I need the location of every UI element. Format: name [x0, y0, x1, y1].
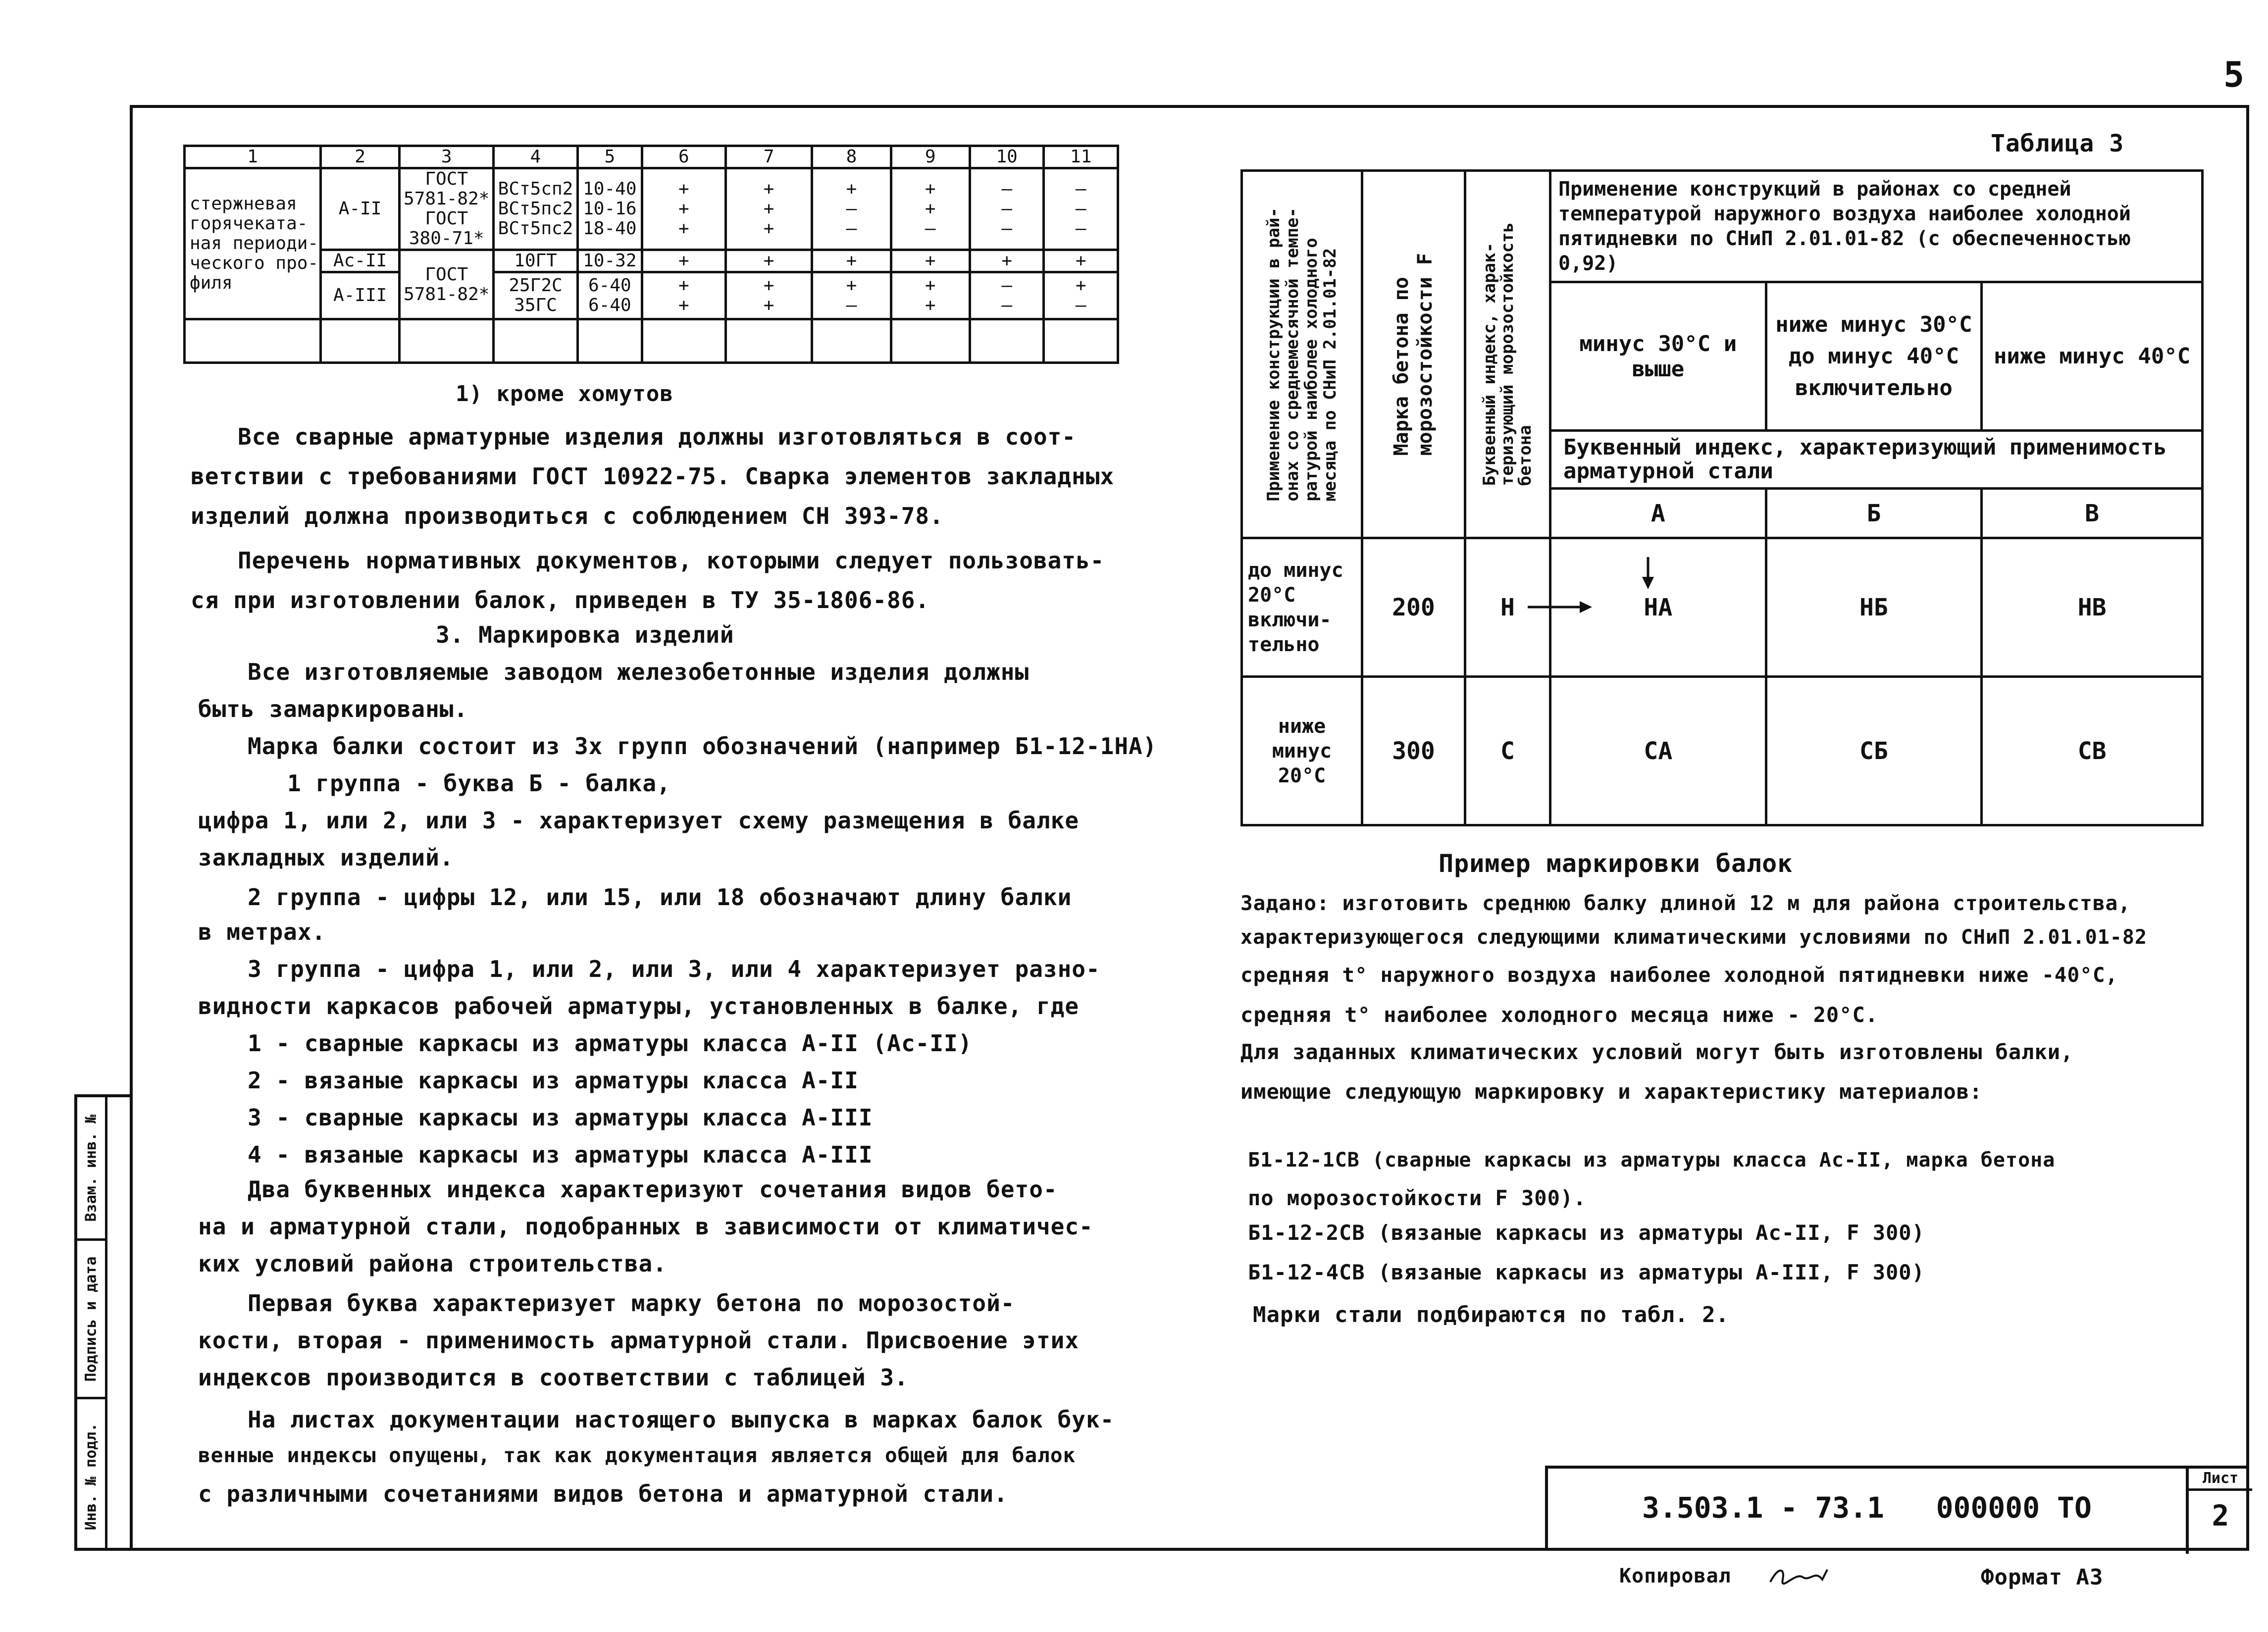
c11-a2: — — —	[1044, 168, 1118, 250]
th-7: 7	[725, 146, 812, 168]
th-1: 1	[185, 146, 321, 168]
th-6: 6	[642, 146, 725, 168]
th-2: 2	[320, 146, 400, 168]
c7-a3: + +	[725, 272, 812, 319]
c6-a3: + +	[642, 272, 725, 319]
left-line-21: на и арматурной стали, подобранных в зависимости от климатичес-	[198, 1213, 1093, 1240]
footer-format: Формат А3	[1981, 1565, 2104, 1590]
left-line-15: видности каркасов рабочей арматуры, установленных в балке, где	[198, 993, 1080, 1020]
gost-ac2: ГОСТ 5781-82*	[400, 250, 494, 319]
left-line-12: 2 группа - цифры 12, или 15, или 18 обозначают длину балки	[248, 884, 1072, 911]
left-line-17: 2 - вязаные каркасы из арматуры класса А-II	[248, 1067, 859, 1094]
example-4: Марки стали подбираются по табл. 2.	[1253, 1302, 1730, 1327]
left-line-22: ких условий района строительства.	[198, 1250, 667, 1277]
t3-letter-b: Б	[1766, 489, 1982, 538]
steel-ac2: 10ГТ	[494, 250, 578, 272]
sidebar-cell-podpis-data: Подпись и дата	[77, 1241, 105, 1399]
example-3: Б1-12-4СВ (вязаные каркасы из арматуры А-III, F 300)	[1248, 1260, 1925, 1284]
example-1: по морозостойкости F 300).	[1248, 1186, 1587, 1210]
steel-a2: ВСт5сп2 ВСт5пс2 ВСт5пс2	[494, 168, 578, 250]
t3-val-nb: НБ	[1766, 538, 1982, 677]
c11-ac2: +	[1044, 250, 1118, 272]
t3-mark-300: 300	[1362, 677, 1465, 825]
th-10: 10	[970, 146, 1044, 168]
page-number: 5	[2223, 54, 2245, 95]
left-line-19: 4 - вязаные каркасы из арматуры класса А-III	[248, 1141, 873, 1168]
sheet-label: Лист	[2189, 1469, 2252, 1491]
dia-a2: 10-40 10-16 18-40	[577, 168, 642, 250]
sheet-number: 2	[2212, 1499, 2229, 1532]
t3-col2-header: Марка бетона по морозостойкости F	[1362, 171, 1465, 538]
t3-span-header: Применение конструкций в районах со средней температурой наружного воздуха наиболее холодной пятидневки по СНиП 2.01.01-82 (с обеспеченностью 0,92)	[1550, 171, 2203, 282]
t3-cond-1: до минус 20°С включи-тельно	[1242, 538, 1362, 677]
t3-cond-2: ниже минус 20°С	[1242, 677, 1362, 825]
t3-col3-header: Буквенный индекс, харак- теризующий морозостойкость бетона	[1465, 171, 1550, 538]
right-line-5: имеющие следующую маркировку и характеристику материалов:	[1240, 1079, 1983, 1104]
left-line-2: изделий должна производиться с соблюдением СН 393-78.	[191, 503, 944, 529]
th-11: 11	[1044, 146, 1118, 168]
left-line-16: 1 - сварные каркасы из арматуры класса А-II (Ас-II)	[248, 1030, 973, 1057]
example-0: Б1-12-1СВ (сварные каркасы из арматуры класса Ас-II, марка бетона	[1248, 1149, 2056, 1172]
right-line-0: Задано: изготовить среднюю балку длиной 12 м для района строительства,	[1240, 891, 2131, 915]
t3-val-nv: НВ	[1982, 538, 2203, 677]
th-5: 5	[577, 146, 642, 168]
left-line-4: ся при изготовлении балок, приведен в ТУ 35-1806-86.	[191, 587, 930, 613]
th-9: 9	[891, 146, 970, 168]
dia-ac2: 10-32	[577, 250, 642, 272]
sidebar-cell-inv-podl: Инв. № подл.	[82, 1423, 100, 1530]
steel-type-cell: стержневая горячеката- ная периоди- ческого про- филя	[185, 168, 321, 319]
t3-val-na: НА	[1550, 538, 1766, 677]
arrow-h-head	[1580, 601, 1592, 613]
left-line-0: Все сварные арматурные изделия должны изготовляться в соот-	[238, 423, 1076, 450]
right-line-1: характеризующегося следующими климатическими условиями по СНиП 2.01.01-82	[1240, 926, 2147, 949]
th-4: 4	[494, 146, 578, 168]
example-heading: Пример маркировки балок	[1439, 849, 1793, 878]
right-line-2: средняя t° наружного воздуха наиболее холодной пятидневки ниже -40°С,	[1240, 963, 2118, 987]
t3-letter-header: Буквенный индекс, характеризующий применимость арматурной стали	[1550, 431, 2203, 489]
t3-val-sa: СА	[1550, 677, 1766, 825]
title-block	[1545, 1466, 2249, 1551]
left-line-18: 3 - сварные каркасы из арматуры класса А-III	[248, 1104, 873, 1131]
left-line-28: с различными сочетаниями видов бетона и арматурной стали.	[198, 1480, 1008, 1507]
t3-temp-2: ниже минус 30°С до минус 40°С включительно	[1766, 282, 1982, 431]
right-line-3: средняя t° наиболее холодного месяца ниже - 20°С.	[1240, 1003, 1879, 1027]
left-line-24: кости, вторая - применимость арматурной стали. Присвоение этих	[198, 1327, 1080, 1354]
t3-temp-3: ниже минус 40°С	[1982, 282, 2203, 431]
left-line-7: быть замаркированы.	[198, 696, 468, 722]
c10-a2: — — —	[970, 168, 1044, 250]
left-line-23: Первая буква характеризует марку бетона по морозостой-	[248, 1290, 1015, 1317]
sheet-box	[2186, 1469, 2252, 1554]
dia-a3: 6-40 6-40	[577, 272, 642, 319]
doc-code: 3.503.1 - 73.1 000000 ТО	[1642, 1491, 2092, 1525]
table-footnote: 1) кроме хомутов	[456, 381, 673, 407]
c10-ac2: +	[970, 250, 1044, 272]
t3-letter-a: А	[1550, 489, 1766, 538]
c6-a2: + + +	[642, 168, 725, 250]
left-line-20: Два буквенных индекса характеризуют сочетания видов бето-	[248, 1176, 1058, 1203]
c9-a3: + +	[891, 272, 970, 319]
footer-copied: Копировал	[1619, 1565, 1731, 1587]
class-ac2: Ас-II	[320, 250, 400, 272]
arrow-v-head	[1642, 577, 1654, 589]
th-3: 3	[400, 146, 494, 168]
left-line-6: Все изготовляемые заводом железобетонные изделия должны	[248, 659, 1030, 685]
steel-a3: 25Г2С 35ГС	[494, 272, 578, 319]
t3-idx-s: С	[1465, 677, 1550, 825]
left-line-10: цифра 1, или 2, или 3 - характеризует схему размещения в балке	[198, 807, 1080, 834]
left-line-1: ветствии с требованиями ГОСТ 10922-75. Сварка элементов закладных	[191, 463, 1115, 490]
c7-a2: + + +	[725, 168, 812, 250]
left-line-27: венные индексы опущены, так как документация является общей для балок	[198, 1443, 1076, 1467]
t3-val-sv: СВ	[1982, 677, 2203, 825]
table3-title: Таблица 3	[1991, 130, 2124, 157]
t3-val-sb: СБ	[1766, 677, 1982, 825]
left-line-11: закладных изделий.	[198, 844, 454, 871]
t3-temp-1: минус 30°С и выше	[1550, 282, 1766, 431]
class-a3: А-III	[320, 272, 400, 319]
copier-signature	[1768, 1562, 1832, 1592]
sidebar-cell-vzam-inv: Взам. инв. №	[77, 1097, 105, 1241]
t3-mark-200: 200	[1362, 538, 1465, 677]
right-line-4: Для заданных климатических условий могут быть изготовлены балки,	[1240, 1040, 2074, 1064]
c11-a3: + —	[1044, 272, 1118, 319]
t3-letter-v: В	[1982, 489, 2203, 538]
c8-ac2: +	[812, 250, 891, 272]
t3-col1-header: Применение конструкции в рай- онах со среднемесячной темпе- ратурой наиболее холодного месяца по СНиП 2.01.01-82	[1242, 171, 1362, 538]
left-line-9: 1 группа - буква Б - балка,	[287, 770, 671, 797]
class-a2: А-II	[320, 168, 400, 250]
c8-a2: + — —	[812, 168, 891, 250]
left-line-8: Марка балки состоит из 3х групп обозначений (например Б1-12-1НА)	[248, 733, 1157, 760]
c9-a2: + + —	[891, 168, 970, 250]
c9-ac2: +	[891, 250, 970, 272]
t3-idx-n: Н	[1465, 538, 1550, 677]
left-line-26: На листах документации настоящего выпуска в марках балок бук-	[248, 1406, 1115, 1433]
th-8: 8	[812, 146, 891, 168]
gost-a2: ГОСТ 5781-82* ГОСТ 380-71*	[400, 168, 494, 250]
c6-ac2: +	[642, 250, 725, 272]
section-heading: 3. Маркировка изделий	[436, 621, 734, 648]
c10-a3: — —	[970, 272, 1044, 319]
left-line-3: Перечень нормативных документов, которыми следует пользовать-	[238, 547, 1105, 574]
left-line-13: в метрах.	[198, 918, 326, 945]
example-2: Б1-12-2СВ (вязаные каркасы из арматуры Ас-II, F 300)	[1248, 1221, 1925, 1245]
c8-a3: + —	[812, 272, 891, 319]
c7-ac2: +	[725, 250, 812, 272]
left-line-25: индексов производится в соответствии с таблицей 3.	[198, 1364, 909, 1391]
left-line-14: 3 группа - цифра 1, или 2, или 3, или 4 характеризует разно-	[248, 956, 1100, 982]
